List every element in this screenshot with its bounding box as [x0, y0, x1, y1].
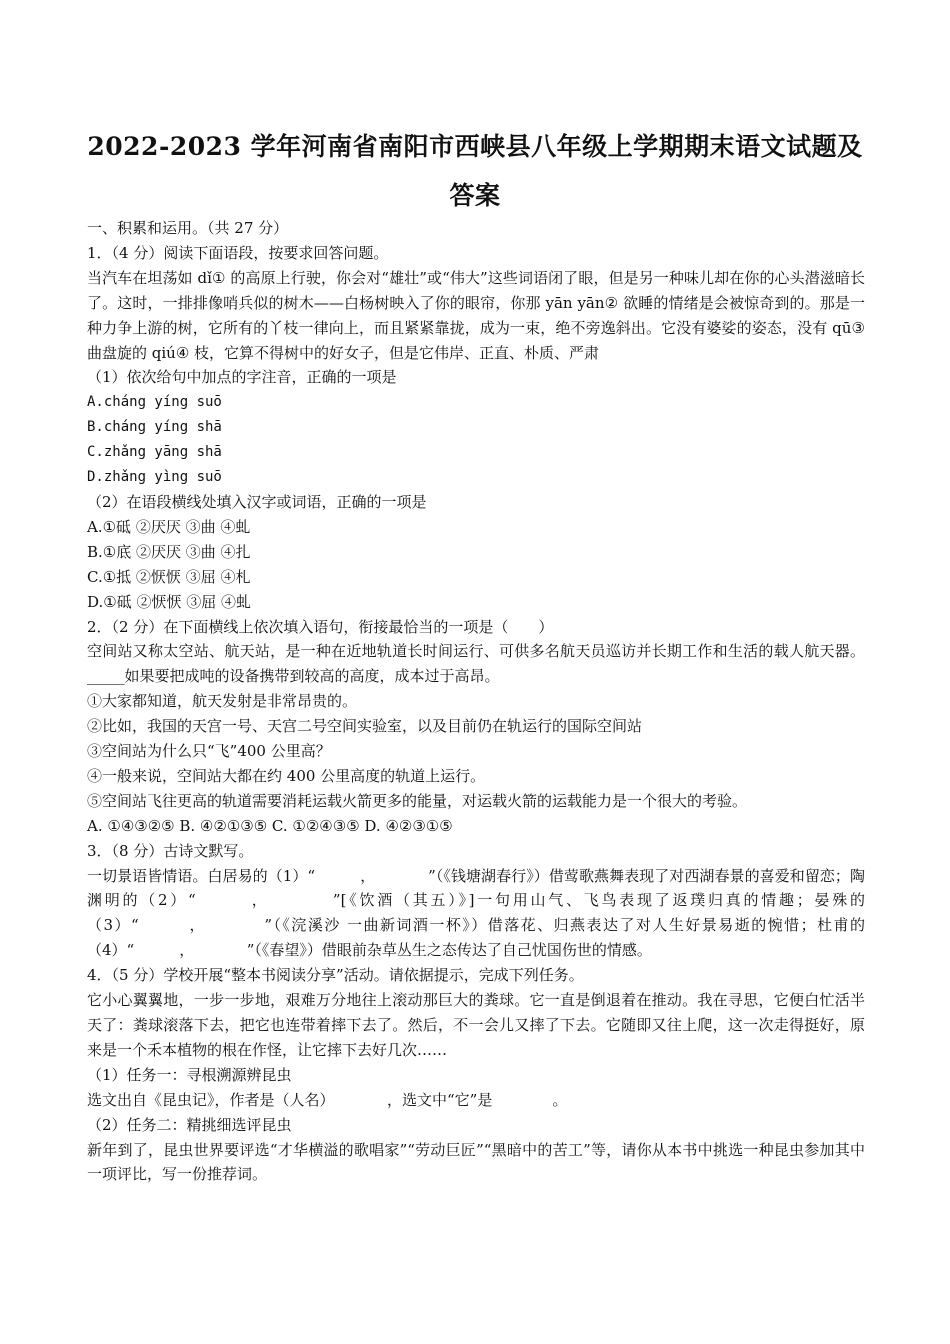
question-4-stem: 4．（5 分）学校开展“整本书阅读分享”活动。请依据提示，完成下列任务。: [87, 966, 584, 985]
option-b: B.cháng yíng shā: [87, 419, 222, 436]
section-heading: 一、积累和运用。（共 27 分）: [87, 219, 289, 237]
question-4-passage: 它小心翼翼地，一步一步地，艰难万分地往上滚动那巨大的粪球。它一直是倒退着在推动。我在寻思，它便白忙活半天了：粪球滚落下去，把它也连带着摔下去了。然后，不一会儿又摔了下去。它随即又往上爬，这一次走得挺好，原来是一个禾本植物的根在作怪，让它摔下去好几次……: [87, 991, 865, 1059]
sentence-item: ⑤空间站飞往更高的轨道需要消耗运载火箭更多的能量，对运载火箭的运载能力是一个很大的考验。: [87, 791, 748, 810]
option-c: C.①抵 ②恹恹 ③屈 ④札: [87, 567, 251, 586]
question-1-sub1: （1）依次给句中加点的字注音，正确的一项是: [87, 368, 397, 387]
question-2-stem: 2．（2 分）在下面横线上依次填入语句，衔接最恰当的一项是（ ）: [87, 617, 554, 636]
task-1-text: 选文出自《昆虫记》，作者是（人名） ，选文中“它”是 。: [87, 1090, 568, 1109]
task-2-text: 新年到了，昆虫世界要评选“才华横溢的歌唱家”“劳动巨匠”“黑暗中的苦工”等，请你从本书中挑选一种昆虫参加其中一项评比，写一份推荐词。: [87, 1140, 865, 1184]
question-2-options: A. ①④③②⑤ B. ④②①③⑤ C. ①②④③⑤ D. ④②③①⑤: [87, 816, 453, 835]
task-2-heading: （2）任务二：精挑细选评昆虫: [87, 1115, 292, 1134]
sentence-item: ①大家都知道，航天发射是非常昂贵的。: [87, 692, 358, 711]
option-b: B.①底 ②厌厌 ③曲 ④扎: [87, 542, 251, 561]
sentence-item: ②比如，我国的天宫一号、天宫二号空间实验室，以及目前仍在轨运行的国际空间站: [87, 717, 643, 736]
option-c: C.zhǎng yāng shā: [87, 444, 222, 461]
option-d: D.zhǎng yìng suō: [87, 469, 222, 486]
option-a: A.cháng yíng suō: [87, 394, 222, 411]
option-a: A.①砥 ②厌厌 ③曲 ④虬: [87, 517, 251, 536]
task-1-heading: （1）任务一：寻根溯源辨昆虫: [87, 1065, 292, 1084]
question-1-stem: 1．（4 分）阅读下面语段，按要求回答问题。: [87, 243, 389, 262]
question-3-stem: 3．（8 分）古诗文默写。: [87, 841, 254, 860]
page-title: 2022-2023 学年河南省南阳市西峡县八年级上学期期末语文试题及答案: [87, 132, 863, 210]
question-3-passage: 一切景语皆情语。白居易的（1）“ ， ”（《钱塘湖春行》）借莺歌燕舞表现了对西湖春景的喜爱和留恋；陶渊明的（2）“ ， ”[《饮酒（其五）》]一句用山气、飞鸟表现了返璞归真的情趣；晏殊的（3）“ ， ”（《浣溪沙 一曲新词酒一杯》）借落花、归燕表达了对人生好景易逝的惋惜；杜甫的（4）“ ， ”（《春望》）借眼前杂草丛生之态传达了自己忧国伤世的情感。: [87, 866, 865, 960]
document-body: [87, 216, 865, 1187]
question-2-passage: 空间站又称太空站、航天站，是一种在近地轨道长时间运行、可供多名航天员巡访并长期工作和生活的载人航天器。_____如果要把成吨的设备携带到较高的高度，成本过于高昂。: [87, 642, 865, 686]
sentence-item: ④一般来说，空间站大都在约 400 公里高度的轨道上运行。: [87, 766, 486, 785]
option-d: D.①砥 ②恹恹 ③屈 ④虬: [87, 592, 252, 611]
question-1-passage: 当汽车在坦荡如 dǐ① 的高原上行驶，你会对“雄壮”或“伟大”这些词语闭了眼，但是另一种味儿却在你的心头潜滋暗长了。这时，一排排像哨兵似的树木——白杨树映入了你的眼帘，你那 yān yān② 欲睡的情绪是会被惊奇到的。那是一种力争上游的树，它所有的丫枝一律向上，而且紧紧靠拢，成为一束，绝不旁逸斜出。它没有婆娑的姿态，没有 qū③ 曲盘旋的 qiú④ 枝，它算不得树中的好女子，但是它伟岸、正直、朴质、严肃: [87, 268, 865, 362]
sentence-item: ③空间站为什么只“飞”400 公里高？: [87, 742, 331, 761]
question-1-sub2: （2）在语段横线处填入汉字或词语，正确的一项是: [87, 492, 427, 511]
